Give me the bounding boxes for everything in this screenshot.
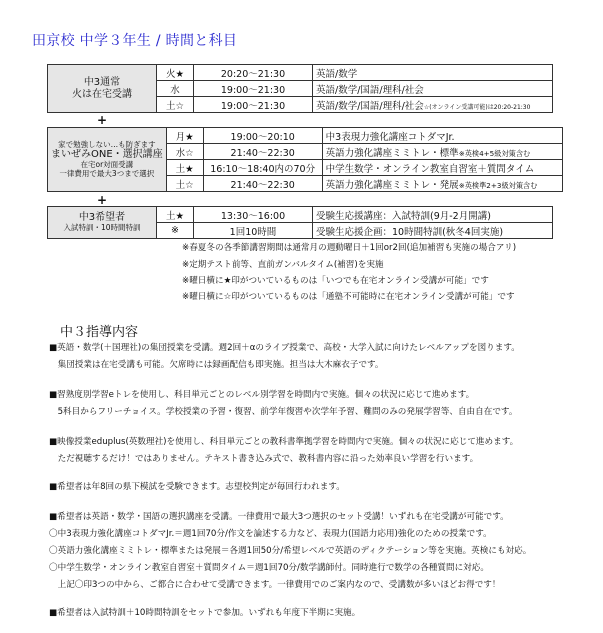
paragraph-line: 〇中学生数学・オンライン教室自習室＋質問タイム＝週1回70分/数学講師付。同時進行で数学の各種質問に対応。 — [49, 563, 489, 573]
note-line: ※曜日横に☆印がついているものは「通塾不可能時に在宅オンライン受講が可能」です — [182, 292, 515, 302]
time-cell: 19:00～21:30 — [194, 97, 313, 113]
paragraph-line: ■希望者は入試特訓＋10時間特訓をセットで参加。いずれも年度下半期に実施。 — [49, 608, 361, 618]
paragraph-line: ■習熟度別学習eトレを使用し、科目単元ごとのレベル別学習を時間内で実施。個々の状況に応じて進めます。 — [49, 390, 475, 400]
paragraph-line: 〇中3表現力強化講座コトダマJr.＝週1回70分/作文を論述する力など、表現力(国語力応用)強化のための授業です。 — [49, 529, 492, 539]
page-title: 田京校 中学３年生 / 時間と科目 — [32, 33, 238, 49]
header-line: 中3希望者 — [78, 212, 126, 224]
subject-cell — [313, 207, 553, 223]
time-cell: 19:00～20:10 — [203, 128, 322, 144]
header-line: 家で勉強しない…も防ぎます — [58, 139, 156, 149]
schedule-table-regular — [47, 64, 553, 113]
paragraph-line: ■映像授業eduplus(英数理社)を使用し、科目単元ごとの教科書準拠学習を時間内で実施。個々の状況に応じて進めます。 — [49, 437, 519, 447]
paragraph-line: ■希望者は年8回の県下模試を受験できます。志望校判定が毎回行われます。 — [49, 482, 345, 492]
time-cell: 21:40～22:30 — [203, 144, 322, 160]
subject-cell — [322, 176, 562, 192]
time-cell: 19:00～21:30 — [194, 81, 313, 97]
subject-text: 中3表現力強化講座コトダマJr. — [325, 131, 455, 143]
note-line: ※春夏冬の各季節講習期間は通常月の週動曜日＋1回or2回(追加補習も実施の場合アリ) — [182, 243, 517, 253]
paragraph-mock-exam — [49, 479, 345, 496]
header-line: まいぜみONE・選択講座 — [51, 149, 163, 161]
block-header-optional — [48, 207, 157, 239]
subject-extra: ※英検4+5級対策含む — [458, 148, 531, 158]
time-cell: 20:20～21:30 — [194, 65, 313, 81]
subject-extra: ☆(オンライン受講可能)は20:20-21:30 — [423, 103, 531, 111]
subject-cell — [313, 65, 553, 81]
day-cell: ※ — [157, 223, 194, 239]
subject-text: 英語力強化講座ミミトレ・標準 — [325, 147, 459, 159]
subject-text: 英語/数学/国語/理科/社会 — [316, 100, 424, 112]
paragraph-line: 集団授業は在宅受講も可能。欠席時には録画配信も即実施。担当は大木麻衣子です。 — [49, 360, 384, 370]
subject-extra: ※英検準2+3級対策含む — [458, 180, 538, 190]
paragraph-line: ■希望者は英語・数学・国語の選択講座を受講。一律費用で最大3つ選択のセット受講！いずれも在宅受講が可能です。 — [49, 512, 509, 522]
block-header-regular — [48, 65, 157, 113]
header-line: 在宅or対面受講 — [80, 159, 134, 169]
schedule-table-optional — [47, 206, 553, 239]
subject-cell — [322, 160, 562, 176]
paragraph-english-math — [49, 340, 520, 374]
subject-cell — [313, 97, 553, 113]
note-line: ※定期テスト前等、直前ガンバルタイム(補習)を実施 — [182, 260, 384, 270]
block-header-elective — [48, 128, 167, 192]
paragraph-eduplus — [49, 434, 518, 468]
header-line: 入試特訓・10時間特訓 — [63, 222, 141, 232]
time-cell: 21:40～22:30 — [203, 176, 322, 192]
note-line: ※曜日横に★印がついているものは「いつでも在宅オンライン受講が可能」です — [182, 276, 489, 286]
subject-text: 受験生応援企画：10時間特訓(秋冬4回実施) — [316, 226, 504, 238]
plus-sign: + — [97, 193, 108, 207]
subject-cell — [313, 223, 553, 239]
paragraph-special-training — [49, 605, 360, 622]
paragraph-etore — [49, 387, 517, 421]
subject-text: 受験生応援講座：入試特訓(9月-2月開講) — [316, 210, 491, 222]
paragraph-line: 5科目からフリーチョイス。学校授業の予習・復習、前学年復習や次学年予習、難問のみの発展学習等、自由自在です。 — [49, 407, 518, 417]
time-cell: 1回10時間 — [194, 223, 313, 239]
day-cell: 土☆ — [157, 97, 194, 113]
time-cell: 16:10～18:40内の70分 — [203, 160, 322, 176]
subject-cell — [322, 128, 562, 144]
paragraph-line: 〇英語力強化講座ミミトレ・標準または発展＝各週1回50分/希望レベルで英語のディクテーション等を実施。英検にも対応。 — [49, 546, 532, 556]
paragraph-line: ただ視聴するだけ！ではありません。テキスト書き込み式で、教科書内容に沿った効率良い学習を行います。 — [49, 454, 479, 464]
subject-cell — [313, 81, 553, 97]
header-line: 火は在宅受講 — [72, 88, 132, 100]
paragraph-line: 上記〇印3つの中から、ご都合に合わせて受講できます。一律費用でのご案内なので、受講数が多いほどお得です！ — [49, 580, 501, 590]
time-cell: 13:30～16:00 — [194, 207, 313, 223]
schedule-table-elective — [47, 127, 563, 192]
day-cell: 水☆ — [166, 144, 203, 160]
subject-cell — [322, 144, 562, 160]
plus-sign: + — [97, 113, 108, 127]
subject-text: 中学生数学・オンライン教室自習室＋質問タイム — [325, 163, 535, 175]
subject-text: 英語力強化講座ミミトレ・発展 — [325, 179, 459, 191]
subject-text: 英語/数学/国語/理科/社会 — [316, 84, 424, 96]
section-title: 中３指導内容 — [60, 325, 139, 340]
header-line: 一律費用で最大3つまで選択 — [59, 168, 155, 178]
day-cell: 土☆ — [166, 176, 203, 192]
day-cell: 土★ — [157, 207, 194, 223]
header-line: 中3通常 — [83, 77, 121, 88]
day-cell: 水 — [157, 81, 194, 97]
day-cell: 火★ — [157, 65, 194, 81]
day-cell: 土★ — [166, 160, 203, 176]
day-cell: 月★ — [166, 128, 203, 144]
paragraph-elective — [49, 509, 531, 594]
paragraph-line: ■英語・数学(＋国理社)の集団授業を受講。週2回＋αのライブ授業で、高校・大学入試に向けたレベルアップを図ります。 — [49, 343, 520, 353]
subject-text: 英語/数学 — [316, 68, 358, 80]
